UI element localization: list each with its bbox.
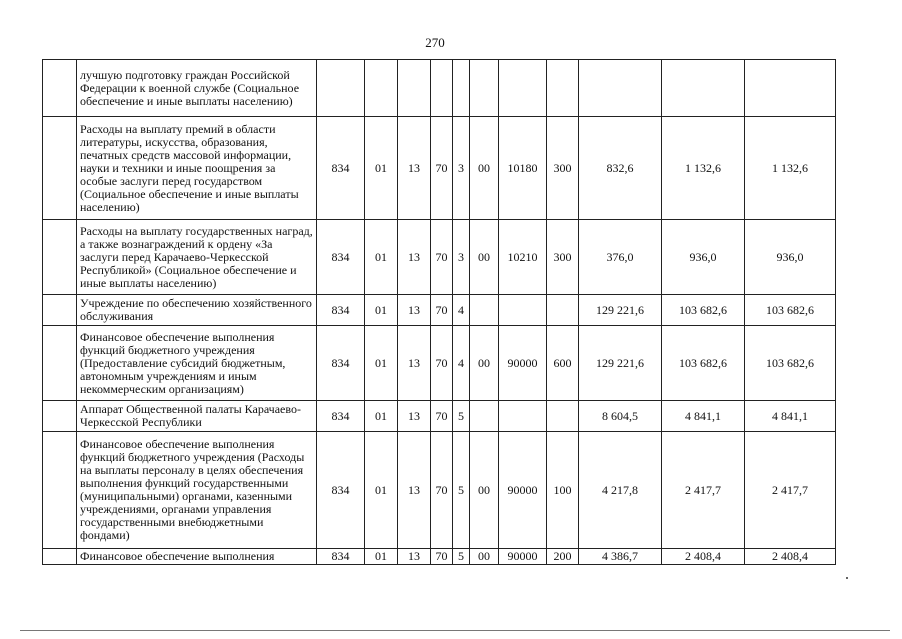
cell-rz: 01 <box>365 326 398 401</box>
cell-cs4: 90000 <box>499 432 547 549</box>
cell-pr: 13 <box>398 432 431 549</box>
row-description: лучшую подготовку граждан Российской Федерации к военной службе (Социальное обеспечение и иные выплаты населению) <box>77 60 317 117</box>
cell-year3: 103 682,6 <box>745 295 836 326</box>
cell-gr: 834 <box>317 295 365 326</box>
cell-year3: 2 408,4 <box>745 549 836 565</box>
cell-cs3: 00 <box>470 220 499 295</box>
cell-gr: 834 <box>317 549 365 565</box>
table-row <box>43 326 836 401</box>
cell-rz: 01 <box>365 117 398 220</box>
cell-cs2 <box>453 60 470 117</box>
table-row <box>43 401 836 432</box>
cell-cs1: 70 <box>431 326 453 401</box>
cell-vr: 600 <box>547 326 579 401</box>
cell-cs1: 70 <box>431 117 453 220</box>
page-bottom-rule <box>20 630 890 631</box>
cell-cs1: 70 <box>431 220 453 295</box>
cell-cs3: 00 <box>470 549 499 565</box>
cell-pr: 13 <box>398 295 431 326</box>
cell-cs2: 5 <box>453 401 470 432</box>
cell-year2: 103 682,6 <box>662 295 745 326</box>
cell-cs4: 90000 <box>499 549 547 565</box>
cell-year1 <box>579 60 662 117</box>
cell-vr: 300 <box>547 220 579 295</box>
cell-year3: 2 417,7 <box>745 432 836 549</box>
cell-gr: 834 <box>317 117 365 220</box>
blank-cell <box>43 549 77 565</box>
cell-pr <box>398 60 431 117</box>
cell-rz: 01 <box>365 220 398 295</box>
cell-year1: 832,6 <box>579 117 662 220</box>
cell-cs1: 70 <box>431 432 453 549</box>
cell-cs1: 70 <box>431 549 453 565</box>
cell-year3: 936,0 <box>745 220 836 295</box>
cell-rz: 01 <box>365 401 398 432</box>
table-row <box>43 60 836 117</box>
table-row <box>43 117 836 220</box>
cell-cs2: 4 <box>453 326 470 401</box>
blank-cell <box>43 401 77 432</box>
cell-cs2: 4 <box>453 295 470 326</box>
cell-year3 <box>745 60 836 117</box>
table-row <box>43 295 836 326</box>
cell-rz: 01 <box>365 295 398 326</box>
cell-cs4: 10210 <box>499 220 547 295</box>
cell-cs2: 5 <box>453 549 470 565</box>
cell-cs3 <box>470 295 499 326</box>
cell-year2 <box>662 60 745 117</box>
cell-year3: 103 682,6 <box>745 326 836 401</box>
cell-gr: 834 <box>317 220 365 295</box>
cell-cs1: 70 <box>431 401 453 432</box>
cell-pr: 13 <box>398 401 431 432</box>
row-description: Финансовое обеспечение выполнения <box>77 549 317 565</box>
scan-speck <box>846 577 848 579</box>
cell-gr: 834 <box>317 432 365 549</box>
cell-year1: 4 386,7 <box>579 549 662 565</box>
row-description: Аппарат Общественной палаты Карачаево-Черкесской Республики <box>77 401 317 432</box>
page-number: 270 <box>425 35 445 50</box>
cell-cs4 <box>499 295 547 326</box>
cell-year1: 129 221,6 <box>579 326 662 401</box>
cell-cs1: 70 <box>431 295 453 326</box>
blank-cell <box>43 60 77 117</box>
table-row <box>43 549 836 565</box>
row-description: Расходы на выплату государственных наград, а также вознаграждений к ордену «За заслуги перед Карачаево-Черкесской Республикой» (Социальное обеспечение и иные выплаты населению) <box>77 220 317 295</box>
cell-year1: 129 221,6 <box>579 295 662 326</box>
budget-table <box>42 59 836 565</box>
blank-cell <box>43 326 77 401</box>
row-description: Расходы на выплату премий в области литературы, искусства, образования, печатных средств массовой информации, науки и техники и иные поощрения за особые заслуги перед государством (Социальное обеспечение и иные выплаты населению) <box>77 117 317 220</box>
cell-pr: 13 <box>398 117 431 220</box>
cell-year1: 4 217,8 <box>579 432 662 549</box>
cell-cs4 <box>499 60 547 117</box>
row-description: Учреждение по обеспечению хозяйственного обслуживания <box>77 295 317 326</box>
cell-vr <box>547 60 579 117</box>
cell-cs2: 3 <box>453 117 470 220</box>
row-description: Финансовое обеспечение выполнения функций бюджетного учреждения (Расходы на выплаты персоналу в целях обеспечения выполнения функций государственными (муниципальными) органами, казенными учреждениями, органами управления государственными внебюджетными фондами) <box>77 432 317 549</box>
cell-pr: 13 <box>398 549 431 565</box>
cell-gr: 834 <box>317 401 365 432</box>
cell-year2: 936,0 <box>662 220 745 295</box>
cell-cs3 <box>470 401 499 432</box>
cell-year3: 1 132,6 <box>745 117 836 220</box>
cell-year1: 8 604,5 <box>579 401 662 432</box>
cell-cs4: 90000 <box>499 326 547 401</box>
cell-cs3: 00 <box>470 326 499 401</box>
cell-cs3: 00 <box>470 117 499 220</box>
cell-gr: 834 <box>317 326 365 401</box>
cell-year3: 4 841,1 <box>745 401 836 432</box>
blank-cell <box>43 117 77 220</box>
cell-cs1 <box>431 60 453 117</box>
cell-rz: 01 <box>365 549 398 565</box>
cell-rz <box>365 60 398 117</box>
cell-rz: 01 <box>365 432 398 549</box>
cell-vr: 300 <box>547 117 579 220</box>
table-row <box>43 432 836 549</box>
cell-vr: 100 <box>547 432 579 549</box>
cell-year2: 1 132,6 <box>662 117 745 220</box>
cell-vr <box>547 295 579 326</box>
cell-cs2: 3 <box>453 220 470 295</box>
cell-cs3 <box>470 60 499 117</box>
cell-cs4 <box>499 401 547 432</box>
blank-cell <box>43 220 77 295</box>
table-row <box>43 220 836 295</box>
cell-pr: 13 <box>398 220 431 295</box>
cell-year2: 2 408,4 <box>662 549 745 565</box>
cell-year2: 103 682,6 <box>662 326 745 401</box>
cell-year2: 4 841,1 <box>662 401 745 432</box>
cell-pr: 13 <box>398 326 431 401</box>
cell-cs4: 10180 <box>499 117 547 220</box>
cell-cs3: 00 <box>470 432 499 549</box>
row-description: Финансовое обеспечение выполнения функций бюджетного учреждения (Предоставление субсидий бюджетным, автономным учреждениям и иным некоммерческим организациям) <box>77 326 317 401</box>
blank-cell <box>43 432 77 549</box>
blank-cell <box>43 295 77 326</box>
cell-vr <box>547 401 579 432</box>
cell-cs2: 5 <box>453 432 470 549</box>
cell-gr <box>317 60 365 117</box>
cell-year1: 376,0 <box>579 220 662 295</box>
cell-year2: 2 417,7 <box>662 432 745 549</box>
cell-vr: 200 <box>547 549 579 565</box>
